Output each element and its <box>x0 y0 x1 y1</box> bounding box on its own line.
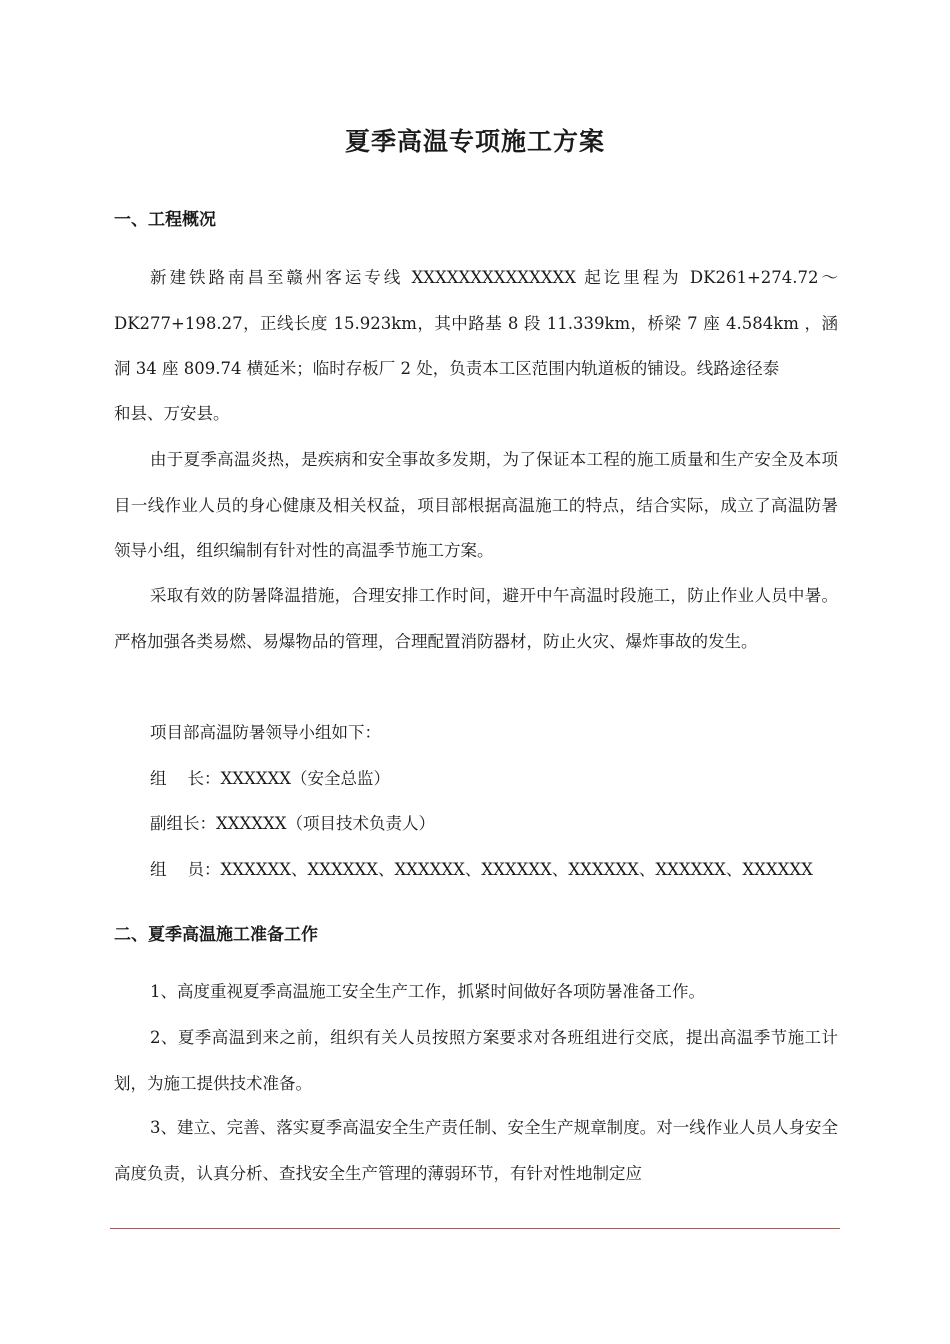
preparation-item-1: 1、高度重视夏季高温施工安全生产工作，抓紧时间做好各项防暑准备工作。 <box>150 982 705 1001</box>
preparation-item-3: 3、建立、完善、落实夏季高温安全生产责任制、安全生产规章制度。对一线作业人员人身安全高度负责，认真分析、查找安全生产管理的薄弱环节，有针对性地制定应 <box>114 1118 838 1183</box>
leadership-group-leader: 组 长：XXXXXX（安全总监） <box>150 769 390 788</box>
footer-divider <box>110 1228 840 1229</box>
leadership-group-intro: 项目部高温防暑领导小组如下： <box>150 723 381 742</box>
leadership-group-deputy: 副组长：XXXXXX（项目技术负责人） <box>150 814 435 833</box>
paragraph-project-overview-tail: 和县、万安县。 <box>114 404 230 423</box>
leadership-group-members: 组 员：XXXXXX、XXXXXX、XXXXXX、XXXXXX、XXXXXX、XXXXXX、XXXXXX <box>150 860 813 879</box>
paragraph-project-overview: 新建铁路南昌至赣州客运专线 XXXXXXXXXXXXXX 起讫里程为 DK261+274.72～DK277+198.27，正线长度 15.923km，其中路基 8 段 11.339km，桥梁 7 座 4.584km ，涵洞 34 座 809.74 横延米；临时存板厂 2 处，负责本工区范围内轨道板的铺设。线路途径泰 <box>114 268 838 378</box>
preparation-item-2: 2、夏季高温到来之前，组织有关人员按照方案要求对各班组进行交底，提出高温季节施工计划，为施工提供技术准备。 <box>114 1028 838 1093</box>
paragraph-summer-risk: 由于夏季高温炎热，是疾病和安全事故多发期，为了保证本工程的施工质量和生产安全及本项目一线作业人员的身心健康及相关权益，项目部根据高温施工的特点，结合实际，成立了高温防暑领导小组，组织编制有针对性的高温季节施工方案。 <box>114 450 838 560</box>
paragraph-cooling-measures: 采取有效的防暑降温措施，合理安排工作时间，避开中午高温时段施工，防止作业人员中暑。严格加强各类易燃、易爆物品的管理，合理配置消防器材，防止火灾、爆炸事故的发生。 <box>114 586 838 651</box>
section-heading-overview: 一、工程概况 <box>114 210 216 230</box>
section-heading-preparation: 二、夏季高温施工准备工作 <box>114 925 318 945</box>
document-title: 夏季高温专项施工方案 <box>344 127 605 156</box>
